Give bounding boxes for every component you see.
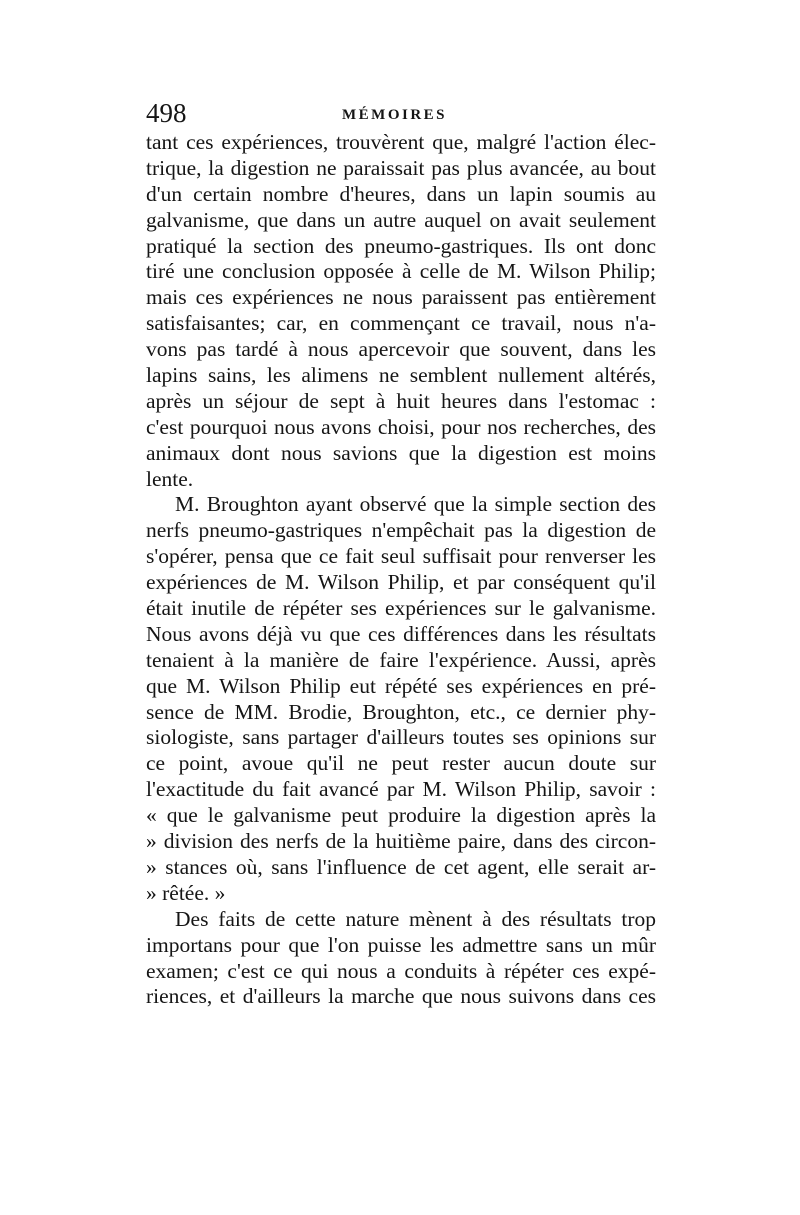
- text-line: ce point, avoue qu'il ne peut rester aucun doute sur: [146, 751, 656, 776]
- text-line: s'opérer, pensa que ce fait seul suffisait pour renverser les: [146, 544, 656, 569]
- paragraph-start-line: Des faits de cette nature mènent à des résultats trop: [175, 906, 656, 931]
- text-line: que M. Wilson Philip eut répété ses expériences en pré-: [146, 673, 656, 698]
- paragraph-start-line: M. Broughton ayant observé que la simple section des: [175, 492, 656, 517]
- quote-line: « que le galvanisme peut produire la digestion après la: [146, 803, 656, 828]
- text-line: importans pour que l'on puisse les admettre sans un mûr: [146, 932, 656, 957]
- text-line: expériences de M. Wilson Philip, et par conséquent qu'il: [146, 570, 656, 595]
- text-line: Nous avons déjà vu que ces différences dans les résultats: [146, 621, 656, 646]
- text-line: lapins sains, les alimens ne semblent nullement altérés,: [146, 363, 656, 388]
- text-line: nerfs pneumo-gastriques n'empêchait pas la digestion de: [146, 518, 656, 543]
- text-line: riences, et d'ailleurs la marche que nous suivons dans ces: [146, 984, 656, 1009]
- text-line: satisfaisantes; car, en commençant ce travail, nous n'a-: [146, 311, 656, 336]
- text-line: était inutile de répéter ses expériences sur le galvanisme.: [146, 596, 656, 621]
- paragraph-end-line: lente.: [146, 466, 194, 491]
- text-line: examen; c'est ce qui nous a conduits à répéter ces expé-: [146, 958, 656, 983]
- text-line: vons pas tardé à nous apercevoir que souvent, dans les: [146, 337, 656, 362]
- page-header: [146, 96, 656, 130]
- text-line: pratiqué la section des pneumo-gastriques. Ils ont donc: [146, 233, 656, 258]
- text-line: animaux dont nous savions que la digestion est moins: [146, 440, 656, 465]
- text-line: trique, la digestion ne paraissait pas plus avancée, au bout: [146, 155, 656, 180]
- text-line: galvanisme, que dans un autre auquel on avait seulement: [146, 207, 656, 232]
- text-line: tenaient à la manière de faire l'expérience. Aussi, après: [146, 647, 656, 672]
- text-line: c'est pourquoi nous avons choisi, pour nos recherches, des: [146, 414, 656, 439]
- quote-line: » stances où, sans l'influence de cet agent, elle serait ar-: [146, 854, 656, 879]
- text-line: mais ces expériences ne nous paraissent pas entièrement: [146, 285, 656, 310]
- text-line: d'un certain nombre d'heures, dans un lapin soumis au: [146, 181, 656, 206]
- paragraph-end-line: » rêtée. »: [146, 880, 226, 905]
- body-text: [146, 130, 656, 1010]
- text-line: sence de MM. Brodie, Broughton, etc., ce dernier phy-: [146, 699, 656, 724]
- text-line: tiré une conclusion opposée à celle de M. Wilson Philip;: [146, 259, 656, 284]
- running-head: MÉMOIRES: [342, 107, 448, 123]
- text-line: siologiste, sans partager d'ailleurs toutes ses opinions sur: [146, 725, 656, 750]
- page-number: 498: [146, 98, 187, 128]
- text-line: après un séjour de sept à huit heures dans l'estomac :: [146, 388, 656, 413]
- quote-line: » division des nerfs de la huitième paire, dans des circon-: [146, 829, 656, 854]
- text-line: tant ces expériences, trouvèrent que, malgré l'action élec-: [146, 130, 656, 154]
- text-line: l'exactitude du fait avancé par M. Wilson Philip, savoir :: [146, 777, 656, 802]
